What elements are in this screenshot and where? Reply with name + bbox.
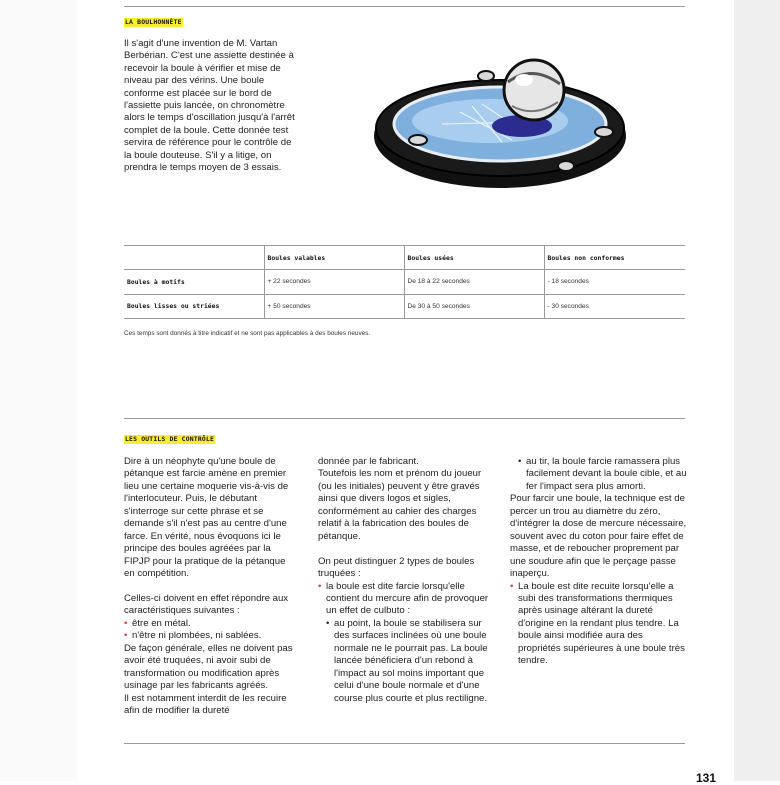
table-cell: - 18 secondes [544,270,685,295]
oscillation-times-table [124,245,685,319]
section-divider [124,418,685,419]
paragraph: On peut distinguer 2 types de boules truquées : [318,555,475,580]
table-cell: + 50 secondes [264,294,404,319]
right-margin [734,0,780,781]
table-header-valables: Boules valables [264,246,404,270]
table-row [124,270,685,295]
list-item: • au point, la boule se stabilisera sur des surfaces inclinées où une boule normale ne le pourrait pas. La boule lancée bénéficiera d'un rebond à l'impact au sol moins important que celui d'une boule normale et d'une course plus courte et plus rectiligne. [318,618,496,705]
text-column-2 [318,456,496,705]
list-item: • être en métal. [124,618,298,630]
boulhonnete-illustration [372,44,634,196]
text-column-3 [510,456,688,668]
boule-shine [515,74,533,86]
table-cell: - 30 secondes [544,294,685,319]
row-label: Boules à motifs [124,270,264,295]
bullet-list [124,618,298,643]
table-header-empty [124,246,264,270]
table-header-non-conformes: Boules non conformes [544,246,685,270]
paragraph: Pour farcir une boule, la technique est de percer un trou au diamètre du zéro, d'intégrer la dose de mercure nécessaire, souvent avec du coton pour faire effet de masse, et de reboucher proprement par une soudure afin que le perçage passe inaperçu. [510,493,687,580]
bullet-list [318,581,496,706]
list-item: • n'être ni plombées, ni sablées. [124,630,298,642]
bullet-list [510,456,688,493]
paragraph: Il est notamment interdit de les recuire afin de modifier la dureté [124,692,287,717]
bottom-rule [124,743,685,744]
table-cell: De 18 à 22 secondes [404,270,544,295]
table-header-usees: Boules usées [404,246,544,270]
row-label: Boules lisses ou striées [124,294,264,319]
table-cell: De 30 à 50 secondes [404,294,544,319]
table-header-row [124,246,685,270]
table-note: Ces temps sont donnés à titre indicatif et ne sont pas applicables à des boules neuves. [124,330,371,337]
paragraph: Celles-ci doivent en effet répondre aux caractéristiques suivantes : [124,592,289,617]
table-row [124,294,685,319]
top-rule [124,6,685,7]
section-tag-outils: LES OUTILS DE CONTRÔLE [125,435,215,443]
page-number: 131 [696,771,717,785]
list-item: • au tir, la boule farcie ramassera plus facilement devant la boule cible, et au fer l'impact sera plus amorti. [510,456,688,493]
paragraph: Dire à un néophyte qu'une boule de pétanque est farcie amène en premier lieu une certaine moquerie vis-à-vis de l'interlocuteur. Puis, le débutant s'interroge sur cette phrase et se demande s'il n'est pas au centre d'une farce. En vérité, nous évoquons ici le principe des boules agréées par la FIPJP pour la pratique de la pétanque en compétition. [124,456,289,580]
left-margin [0,0,77,781]
paragraph: Toutefois les nom et prénom du joueur (ou les initiales) peuvent y être gravés ainsi que divers logos et sigles, conformément au cahier des charges relatif à la fabrication des boules de pétanque. [318,468,482,542]
intro-paragraph: Il s'agit d'une invention de M. Vartan Berbérian. C'est une assiette destinée à recevoir la boule à vérifier et mise de niveau par des vérins. Une boule conforme est placée sur le bord de l'assiette puis lancée, on chronomètre alors le temps d'oscillation jusqu'à l'arrêt complet de la boule. Cette donnée test servira de référence pour le contrôle de la boule douteuse. S'il y a litige, on prendra le temps moyen de 3 essais. [124,38,295,174]
paragraph: De façon générale, elles ne doivent pas avoir été truquées, ni avoir subi de transformation ou modification après usinage par les fabricants agréés. [124,642,293,692]
section-tag-boulhonnete: LA BOULHONNÈTE [125,18,182,26]
list-item: • La boule est dite recuite lorsqu'elle a subi des transformations thermiques après usinage altérant la dureté d'origine en la rendant plus tendre. La boule ainsi modifiée aura des propriétés supérieures à une boule très tendre. [510,581,688,668]
bullet-list [510,581,688,668]
table-cell: + 22 secondes [264,270,404,295]
text-column-1 [124,456,298,718]
paragraph: donnée par le fabricant. [318,456,419,467]
list-item: • la boule est dite farcie lorsqu'elle contient du mercure afin de provoquer un effet de culbuto : [318,581,496,618]
